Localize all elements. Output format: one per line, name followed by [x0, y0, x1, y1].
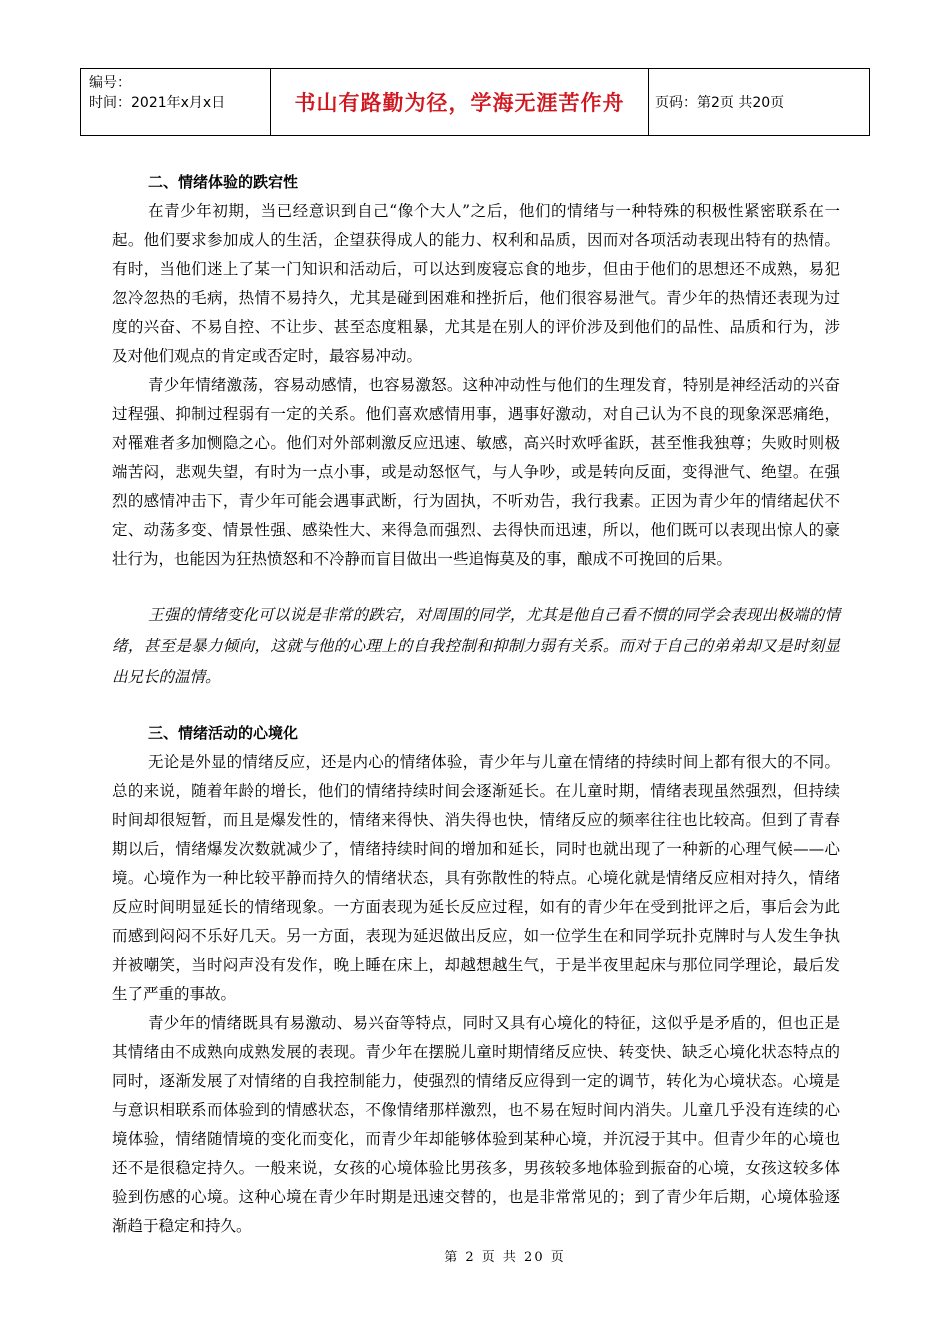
- document-number-label: 编号：: [89, 75, 131, 91]
- case-note-paragraph: 王强的情绪变化可以说是非常的跌宕，对周围的同学，尤其是他自己看不惯的同学会表现出极端的情绪，甚至是暴力倾向，这就与他的心理上的自我控制和抑制力弱有关系。而对于自己的弟弟却又是时刻显出兄长的温情。: [112, 606, 840, 686]
- header-page-info: 页码：第2页 共20页: [655, 95, 785, 111]
- document-body: [112, 168, 840, 1241]
- body-paragraph: 在青少年初期，当已经意识到自己“像个大人”之后，他们的情绪与一种特殊的积极性紧密联系在一起。他们要求参加成人的生活，企望获得成人的能力、权利和品质，因而对各项活动表现出特有的热情。有时，当他们迷上了某一门知识和活动后，可以达到废寝忘食的地步，但由于他们的思想还不成熟，易犯忽冷忽热的毛病，热情不易持久，尤其是碰到困难和挫折后，他们很容易泄气。青少年的热情还表现为过度的兴奋、不易自控、不让步、甚至态度粗暴，尤其是在别人的评价涉及到他们的品性、品质和行为，涉及对他们观点的肯定或否定时，最容易冲动。: [112, 202, 840, 365]
- body-paragraph: 青少年情绪激荡，容易动感情，也容易激怒。这种冲动性与他们的生理发育，特别是神经活动的兴奋过程强、抑制过程弱有一定的关系。他们喜欢感情用事，遇事好激动，对自己认为不良的现象深恶痛绝，对罹难者多加恻隐之心。他们对外部刺激反应迅速、敏感，高兴时欢呼雀跃，甚至惟我独尊；失败时则极端苦闷，悲观失望，有时为一点小事，或是动怒怄气，与人争吵，或是转向反面，变得泄气、绝望。在强烈的感情冲击下，青少年可能会遇事武断，行为固执，不听劝告，我行我素。正因为青少年的情绪起伏不定、动荡多变、情景性强、感染性大、来得急而强烈、去得快而迅速，所以，他们既可以表现出惊人的豪壮行为，也能因为狂热愤怒和不冷静而盲目做出一些追悔莫及的事，酿成不可挽回的后果。: [112, 376, 840, 568]
- body-paragraph: 青少年的情绪既具有易激动、易兴奋等特点，同时又具有心境化的特征，这似乎是矛盾的，但也正是其情绪由不成熟向成熟发展的表现。青少年在摆脱儿童时期情绪反应快、转变快、缺乏心境化状态特点的同时，逐渐发展了对情绪的自我控制能力，使强烈的情绪反应得到一定的调节，转化为心境状态。心境是与意识相联系而体验到的情感状态，不像情绪那样激烈，也不易在短时间内消失。儿童几乎没有连续的心境体验，情绪随情境的变化而变化，而青少年却能够体验到某种心境，并沉浸于其中。但青少年的心境也还不是很稳定持久。一般来说，女孩的心境体验比男孩多，男孩较多地体验到振奋的心境，女孩这较多体验到伤感的心境。这种心境在青少年时期是迅速交替的，也是非常常见的；到了青少年后期，心境体验逐渐趋于稳定和持久。: [112, 1014, 840, 1235]
- header-table: [80, 68, 870, 136]
- header-meta: [81, 69, 271, 135]
- page-footer: 第 2 页 共 20 页: [444, 1250, 566, 1265]
- body-paragraph: 无论是外显的情绪反应，还是内心的情绪体验，青少年与儿童在情绪的持续时间上都有很大的不同。总的来说，随着年龄的增长，他们的情绪持续时间会逐渐延长。在儿童时期，情绪表现虽然强烈，但持续时间却很短暂，而且是爆发性的，情绪来得快、消失得也快，情绪反应的频率往往也比较高。但到了青春期以后，情绪爆发次数就减少了，情绪持续时间的增加和延长，同时也就出现了一种新的心理气候——心境。心境作为一种比较平静而持久的情绪状态，具有弥散性的特点。心境化就是情绪反应相对持久，情绪反应时间明显延长的情绪现象。一方面表现为延长反应过程，如有的青少年在受到批评之后，事后会为此而感到闷闷不乐好几天。另一方面，表现为延迟做出反应，如一位学生在和同学玩扑克牌时与人发生争执并被嘲笑，当时闷声没有发作，晚上睡在床上，却越想越生气，于是半夜里起床与那位同学理论，最后发生了严重的事故。: [112, 753, 840, 1003]
- section-heading: 三、情绪活动的心境化: [148, 724, 299, 742]
- document-date-label: 时间：2021年x月x日: [89, 95, 226, 111]
- section-heading: 二、情绪体验的跌宕性: [148, 173, 299, 191]
- header-motto: 书山有路勤为径，学海无涯苦作舟: [271, 69, 649, 135]
